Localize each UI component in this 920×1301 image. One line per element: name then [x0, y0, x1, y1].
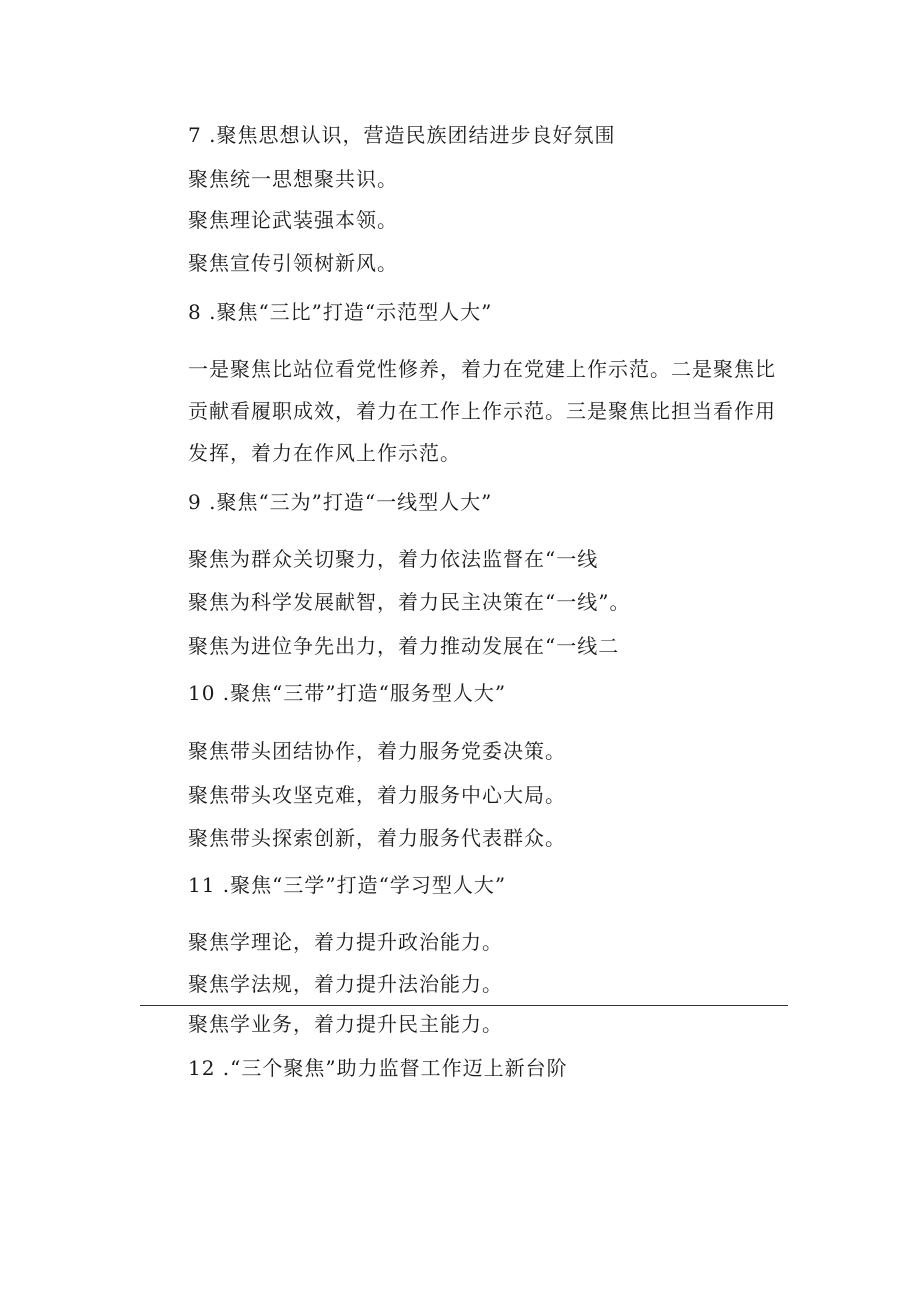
section-10-item-1: 聚焦带头团结协作，着力服务党委决策。: [188, 739, 566, 763]
section-10-heading: 10 .聚焦“三带”打造“服务型人大”: [188, 681, 507, 705]
section-11-item-3: 聚焦学业务，着力提升民主能力。: [188, 1012, 503, 1036]
section-11-item-1: 聚焦学理论，着力提升政治能力。: [188, 930, 503, 954]
horizontal-rule: [140, 1005, 788, 1006]
section-9-heading: 9 .聚焦“三为”打造“一线型人大”: [188, 490, 493, 514]
section-10-item-2: 聚焦带头攻坚克难，着力服务中心大局。: [188, 783, 566, 807]
section-11-heading: 11 .聚焦“三学”打造“学习型人大”: [188, 873, 507, 897]
section-7-item-1: 聚焦统一思想聚共识。: [188, 167, 398, 191]
section-10-item-3: 聚焦带头探索创新，着力服务代表群众。: [188, 826, 566, 850]
section-12-heading: 12 .“三个聚焦”助力监督工作迈上新台阶: [188, 1056, 568, 1080]
section-8-heading: 8 .聚焦“三比”打造“示范型人大”: [188, 300, 493, 324]
section-7-heading: 7 .聚焦思想认识，营造民族团结进步良好氛围: [188, 123, 616, 147]
section-7-item-2: 聚焦理论武装强本领。: [188, 208, 398, 232]
section-9-item-1: 聚焦为群众关切聚力，着力依法监督在“一线: [188, 547, 599, 571]
section-9-item-3: 聚焦为进位争先出力，着力推动发展在“一线二: [188, 634, 620, 658]
section-8-paragraph: 一是聚焦比站位看党性修养，着力在党建上作示范。二是聚焦比贡献看履职成效，着力在工作上作示范。三是聚焦比担当看作用发挥，着力在作风上作示范。: [188, 357, 776, 465]
section-7-item-3: 聚焦宣传引领树新风。: [188, 251, 398, 275]
section-11-item-2: 聚焦学法规，着力提升法治能力。: [188, 972, 503, 996]
section-9-item-2: 聚焦为科学发展献智，着力民主决策在“一线”。: [188, 590, 631, 614]
